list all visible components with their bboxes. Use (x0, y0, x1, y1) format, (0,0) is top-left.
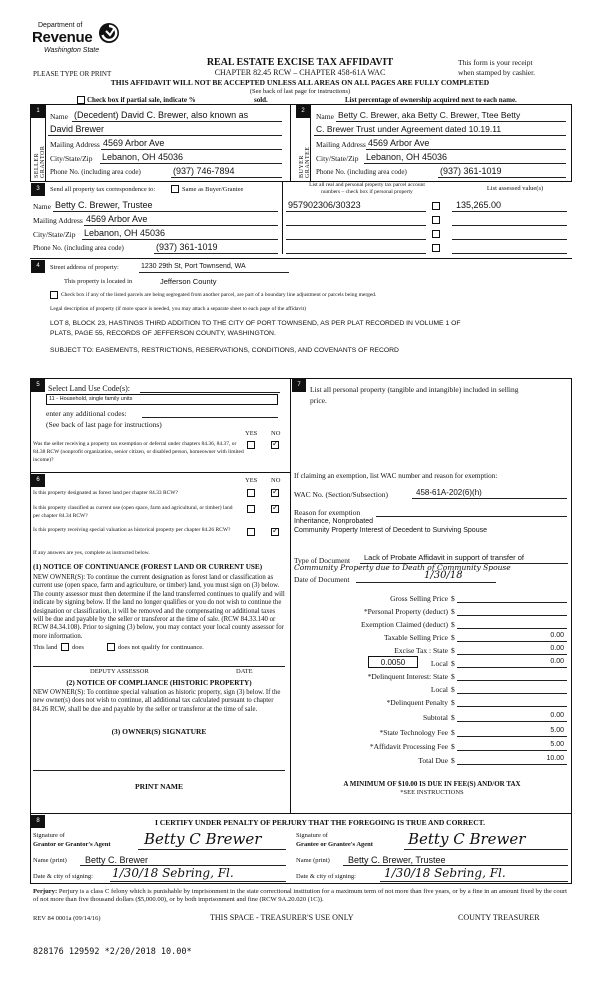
land-use-underline (140, 392, 280, 393)
grantor-sig-underline (138, 849, 286, 850)
street-underline (139, 272, 289, 273)
tax-row-value-subtotal: 0.00 (550, 712, 564, 719)
corr-phone-value: (937) 361-1019 (156, 242, 218, 252)
buyer-mailing-value: 4569 Arbor Ave (368, 138, 430, 148)
tax-row-value-total: 10.00 (546, 755, 564, 762)
parcel-2-personal-checkbox[interactable] (432, 216, 440, 224)
exemption-yes-checkbox[interactable] (247, 441, 255, 449)
tax-row-underline (457, 628, 567, 629)
seller-side-divider (45, 104, 46, 182)
buyer-mailing-underline (366, 149, 566, 150)
seller-city-underline (100, 163, 282, 164)
land-does-not-checkbox[interactable] (107, 643, 115, 651)
tax-row-label-subtotal-label: Subtotal (422, 713, 448, 722)
assessed-underline-4 (452, 253, 567, 254)
this-land-label: This land (33, 644, 58, 651)
corr-name-value: Betty C. Brewer, Trustee (55, 200, 153, 210)
tax-row-dollar: $ (451, 672, 455, 681)
parcel-header-2: numbers – check box if personal property (321, 189, 413, 195)
deputy-assessor-label: DEPUTY ASSESSOR (90, 668, 149, 675)
deputy-sig-line (33, 666, 285, 667)
tax-row-label-personal-label: *Personal Property (deduct) (363, 607, 448, 616)
sections-middle-divider (290, 378, 291, 814)
grantor-date-city-label: Date & city of signing: (33, 873, 93, 880)
same-as-buyer-checkbox[interactable] (171, 185, 179, 193)
land-use-label: Select Land Use Code(s): (48, 384, 130, 393)
legal-line-2: PLATS, PAGE 55, RECORDS OF JEFFERSON COUNTY, WASHINGTON. (50, 330, 276, 337)
tax-row-dollar: $ (451, 646, 455, 655)
form-title: REAL ESTATE EXCISE TAX AFFIDAVIT (206, 57, 394, 68)
tax-row-underline (457, 750, 567, 751)
tax-row-underline (457, 693, 567, 694)
forest-q1: Is this property designated as forest land per chapter 84.33 RCW? (33, 490, 178, 496)
buyer-city-value: Lebanon, OH 45036 (366, 152, 448, 162)
seller-phone-value: (937) 746-7894 (173, 166, 235, 176)
legal-line-1: LOT 8, BLOCK 23, HASTINGS THIRD ADDITION TO THE CITY OF PORT TOWNSEND, AS PER PLAT RECORDED IN VOLUME 1 OF (50, 320, 461, 327)
compliance-title: (2) NOTICE OF COMPLIANCE (HISTORIC PROPERTY) (66, 679, 252, 687)
tax-row-underline (457, 736, 567, 737)
tax-row-label-delinquent-pen-label: *Delinquent Penalty (386, 698, 448, 707)
reason-line-1: Inheritance, Nonprobated (294, 518, 373, 525)
section-4-rule (30, 258, 572, 259)
assessed-underline-2 (452, 225, 567, 226)
forest-q2: Is this property classified as current use (open space, farm and agricultural, or timber) land per chapter 84.34 RCW? (33, 505, 233, 519)
section-6-rule (30, 472, 290, 473)
tax-row-dollar: $ (451, 633, 455, 642)
exemption-question: Was the seller receiving a property tax exemption or deferral under chapters 84.36, 84.37, or 84.38 RCW (nonprofit organization, senior citizen, or disabled person, homeowner with limited income)? (33, 441, 244, 463)
reason-label: Reason for exemption (294, 508, 361, 517)
buyer-name-underline-2 (314, 135, 566, 136)
seller-vertical-label: SELLER GRANTOR (34, 145, 46, 178)
reason-underline (376, 516, 567, 517)
ownership-list-label: List percentage of ownership acquired next to each name. (345, 96, 517, 104)
buyer-name-line1: Betty C. Brewer, aka Betty C. Brewer, Ttee Betty (338, 110, 521, 120)
receipt-note-2: when stamped by cashier. (458, 68, 536, 77)
seller-phone-underline (171, 177, 282, 178)
continuance-body: NEW OWNER(S): To continue the current designation as forest land or classification as current use (open space, farm and agriculture, or timber) land, you must sign on (3) below. The county assessor must then determine if the land transferred continues to qualify and will indicate by signing below. If the land no longer qualifies or you do not wish to continue the designation or classification, it will be removed and the compensating or additional taxes will be due and payable by the seller or transferor at the time of sale. (RCW 84.33.140 or RCW 84.34.108). Prior to signing (3) below, you may contact your local county assessor for more information. (33, 574, 285, 640)
tax-row-underline (457, 680, 567, 681)
wac-value: 458-61A-202(6)(h) (416, 488, 482, 497)
buyer-name-label: Name (316, 112, 334, 121)
corr-name-underline (53, 211, 278, 212)
certify-title: I CERTIFY UNDER PENALTY OF PERJURY THAT THE FOREGOING IS TRUE AND CORRECT. (154, 818, 485, 827)
seller-mailing-label: Mailing Address (50, 140, 100, 149)
see-back-note: (See back of last page for instructions) (249, 88, 351, 95)
parcel-underline-4 (286, 253, 426, 254)
grantor-sig-label-2: Grantor or Grantor's Agent (33, 841, 111, 848)
partial-sale-label: Check box if partial sale, indicate % (87, 96, 196, 104)
corr-name-label: Name (33, 202, 51, 211)
forest-q3-no[interactable] (271, 528, 279, 536)
corr-phone-label: Phone No. (including area code) (33, 244, 124, 252)
parcel-header-1: List all real and personal property tax parcel account (309, 182, 425, 188)
parcel-number-value: 957902306/30323 (288, 200, 361, 210)
section-7-badge: 7 (292, 379, 306, 392)
buyer-mailing-label: Mailing Address (316, 140, 366, 149)
tax-row-dollar: $ (451, 698, 455, 707)
grantor-date-underline (110, 881, 286, 882)
grantee-sig-label-1: Signature of (296, 832, 328, 839)
land-use-see-back: (See back of last page for instructions) (46, 420, 162, 429)
tax-row-label-state-tech-label: *State Technology Fee (379, 728, 448, 737)
grantor-signature: Betty C Brewer (144, 830, 262, 848)
section-3-badge: 3 (31, 183, 45, 196)
buyer-name-line2: C. Brewer Trust under Agreement dated 10.19.11 (316, 124, 502, 134)
buyer-city-label: City/State/Zip (316, 154, 359, 163)
forest-q3-yes[interactable] (247, 528, 255, 536)
doc-type-label: Type of Document (294, 556, 351, 565)
minimum-due-line-2: *SEE INSTRUCTIONS (400, 789, 464, 796)
buyer-name-underline-1 (336, 121, 566, 122)
please-type-label: PLEASE TYPE OR PRINT (33, 70, 112, 78)
doc-date-label: Date of Document (294, 575, 350, 584)
parcel-underline-2 (286, 225, 426, 226)
section-1-badge: 1 (31, 105, 45, 118)
parcel-3-personal-checkbox[interactable] (432, 230, 440, 238)
deputy-date-label: DATE (236, 668, 253, 675)
tax-row-value-state-tech: 5.00 (550, 727, 564, 734)
forest-q1-no[interactable] (271, 489, 279, 497)
land-does-checkbox[interactable] (61, 643, 69, 651)
seller-name-underline-2 (48, 135, 282, 136)
land-does-not-label: does not qualify for continuance. (118, 644, 204, 651)
section-8-badge: 8 (31, 815, 45, 828)
section-5-badge: 5 (31, 379, 45, 392)
seller-buyer-divider (290, 104, 291, 182)
doc-type-line-1: Lack of Probate Affidavit in support of transfer of (364, 553, 524, 562)
minimum-due-line-1: A MINIMUM OF $10.00 IS DUE IN FEE(S) AND/OR TAX (343, 780, 521, 788)
tax-row-underline (457, 667, 567, 668)
tax-row-value-excise-state: 0.00 (550, 645, 564, 652)
forest-if-any: If any answers are yes, complete as instructed below. (33, 550, 150, 556)
tax-row-underline (457, 641, 567, 642)
county-value: Jefferson County (160, 277, 217, 286)
assessed-underline-3 (452, 239, 567, 240)
section-4-badge: 4 (31, 260, 45, 273)
land-use-select[interactable] (46, 394, 278, 405)
forest-q1-yes[interactable] (247, 489, 255, 497)
tax-row-dollar: $ (451, 594, 455, 603)
buyer-side-divider (310, 104, 311, 182)
local-rate-value: 0.0050 (380, 658, 406, 667)
corr-mailing-value: 4569 Arbor Ave (86, 214, 148, 224)
grantee-date-city-label: Date & city of signing: (296, 873, 356, 880)
grantee-sig-underline (404, 849, 568, 850)
tax-row-label-local2-label: Local (430, 685, 448, 694)
seller-mailing-underline (101, 149, 282, 150)
doc-date-underline (356, 582, 496, 583)
dept-of-label: Department of (38, 22, 83, 29)
grantor-sig-label-1: Signature of (33, 832, 65, 839)
grantee-date-city-value: 1/30/18 Sebring, Fl. (384, 866, 506, 880)
chapter-line: CHAPTER 82.45 RCW – CHAPTER 458-61A WAC (214, 68, 386, 77)
seller-phone-label: Phone No. (including area code) (50, 168, 141, 176)
grantee-name-label: Name (print) (296, 857, 330, 864)
compliance-body: NEW OWNER(S): To continue special valuation as historic property, sign (3) below. If the new owner(s) does not wish to continue, all additional tax calculated pursuant to chapter 84.26 RCW, shall be due and payable by the seller or transferor at the time of sale. (33, 689, 281, 713)
located-in-label: This property is located in (64, 278, 133, 285)
corr-mailing-underline (84, 225, 278, 226)
reason-line-2: Community Property Interest of Decedent to Surviving Spouse (294, 527, 487, 534)
tax-row-underline (457, 615, 567, 616)
wac-underline (412, 498, 567, 499)
grantor-name-label: Name (print) (33, 857, 67, 864)
print-name-label: PRINT NAME (135, 782, 183, 791)
additional-codes-label: enter any additional codes: (46, 409, 127, 418)
section-6-badge: 6 (31, 474, 45, 487)
doc-date-value: 1/30/18 (424, 570, 463, 581)
forest-yes-header: YES (245, 477, 258, 484)
additional-codes-underline (142, 417, 278, 418)
county-treasurer-label: COUNTY TREASURER (458, 913, 540, 922)
seller-name-line1: (Decedent) David C. Brewer, also known as (74, 110, 249, 120)
dor-logo (32, 20, 122, 64)
legal-line-3: SUBJECT TO: EASEMENTS, RESTRICTIONS, RESERVATIONS, CONDITIONS, AND COVENANTS OF RECORD (50, 347, 399, 354)
parcel-1-personal-checkbox[interactable] (432, 202, 440, 210)
sold-label: sold. (254, 96, 268, 104)
tax-row-dollar: $ (451, 659, 455, 668)
form-number: REV 84 0001a (09/14/16) (33, 915, 101, 922)
owner-signature-label: (3) OWNER(S) SIGNATURE (111, 727, 207, 736)
corr-phone-underline (154, 253, 278, 254)
tax-row-label-exemption-claimed-label: Exemption Claimed (deduct) (360, 620, 448, 629)
land-use-yes-header: YES (245, 430, 258, 437)
doc-type-line-2: Community Property due to Death of Community Spouse (294, 563, 511, 572)
tax-row-label-delinquent-int-label: *Delinquent Interest: State (367, 672, 448, 681)
tax-row-label-local-label: Local (430, 659, 448, 668)
personal-property-text-2: price. (310, 396, 327, 405)
exemption-claim-label: If claiming an exemption, list WAC number and reason for exemption: (294, 472, 498, 480)
tax-row-value-affidavit-fee: 5.00 (550, 741, 564, 748)
street-address-value: 1230 29th St, Port Townsend, WA (141, 263, 246, 270)
seller-name-line2: David Brewer (50, 124, 105, 134)
buyer-phone-value: (937) 361-1019 (440, 166, 502, 176)
tax-row-dollar: $ (451, 728, 455, 737)
seller-city-value: Lebanon, OH 45036 (102, 152, 184, 162)
forest-q2-yes[interactable] (247, 505, 255, 513)
buyer-phone-underline (438, 177, 566, 178)
parcel-underline-1 (286, 211, 426, 212)
forest-q3: Is this property receiving special valuation as historical property per chapter 84.26 RCW? (33, 527, 231, 533)
tax-row-dollar: $ (451, 713, 455, 722)
wac-label: WAC No. (Section/Subsection) (294, 490, 388, 499)
assessed-value-header: List assessed value(s) (486, 185, 544, 192)
corr-city-label: City/State/Zip (33, 230, 76, 239)
tax-row-label-gross-label: Gross Selling Price (390, 594, 448, 603)
tax-row-underline (457, 764, 567, 765)
land-does-label: does (72, 644, 84, 651)
assessed-underline-1 (452, 211, 567, 212)
seller-name-underline-1 (72, 121, 282, 122)
tax-row-label-taxable-label: Taxable Selling Price (383, 633, 448, 642)
washington-state-label: Washington State (44, 47, 100, 54)
perjury-text: Perjury is a class C felony which is punishable by imprisonment in the state correctional institution for a maximum term of not more than five years, or by a fine in an amount fixed by the court of not more than five thousand dollars ($5,000.00), or by both imprisonment and fine (RCW 9A.20.020 (1C)). (33, 888, 567, 904)
tax-row-value-local: 0.00 (550, 658, 564, 665)
forest-q2-no[interactable] (271, 505, 279, 513)
buyer-phone-label: Phone No. (including area code) (316, 168, 407, 176)
cashier-stamp: 828176 129592 *2/20/2018 10.00* (33, 947, 192, 957)
not-accepted-notice: THIS AFFIDAVIT WILL NOT BE ACCEPTED UNLESS ALL AREAS ON ALL PAGES ARE FULLY COMPLETED (110, 78, 490, 87)
parcel-4-personal-checkbox[interactable] (432, 244, 440, 252)
seller-name-label: Name (50, 112, 68, 121)
tax-row-underline (457, 602, 567, 603)
buyer-vertical-label: BUYER GRANTEE (299, 146, 311, 178)
tax-row-dollar: $ (451, 756, 455, 765)
grantee-name-value: Betty C. Brewer, Trustee (348, 855, 446, 865)
same-as-buyer-label: Same as Buyer/Grantee (182, 186, 244, 193)
partial-sale-checkbox[interactable] (77, 96, 85, 104)
perjury-bold-label: Perjury: (33, 888, 58, 895)
tax-row-label-excise-state-label: Excise Tax : State (394, 646, 448, 655)
personal-property-text-1: List all personal property (tangible and intangible) included in selling (310, 385, 519, 394)
tax-row-label-affidavit-fee-label: *Affidavit Processing Fee (369, 742, 448, 751)
corr-city-underline (82, 239, 278, 240)
dor-logo-icon (98, 22, 120, 44)
assessed-value-value: 135,265.00 (456, 200, 502, 210)
grantee-signature: Betty C Brewer (408, 830, 526, 848)
land-use-code-value: 11 - Household, single family units (49, 396, 133, 402)
receipt-note-1: This form is your receipt (458, 58, 533, 67)
tax-row-dollar: $ (451, 607, 455, 616)
tax-row-underline (457, 654, 567, 655)
segregated-label: Check box if any of the listed parcels are being segregated from another parcel, are part of a boundary line adjustment or parcels being merged. (61, 292, 377, 298)
seller-city-label: City/State/Zip (50, 154, 93, 163)
land-use-no-header: NO (271, 430, 281, 437)
perjury-notice (33, 888, 571, 904)
grantor-name-value: Betty C. Brewer (85, 855, 149, 865)
corr-mailing-label: Mailing Address (33, 216, 83, 225)
legal-description-label: Legal description of property (if more space is needed, you may attach a separate sheet to each page of the affidavit) (50, 306, 306, 312)
tax-row-underline (457, 721, 567, 722)
send-correspondence-label: Send all property tax correspondence to: (50, 186, 156, 193)
treasurer-space-label: THIS SPACE - TREASURER'S USE ONLY (210, 913, 354, 922)
corr-city-value: Lebanon, OH 45036 (84, 228, 166, 238)
forest-no-header: NO (271, 477, 281, 484)
tax-row-dollar: $ (451, 742, 455, 751)
tax-row-label-total-label: Total Due (418, 756, 448, 765)
continuance-title: (1) NOTICE OF CONTINUANCE (FOREST LAND OR CURRENT USE) (33, 563, 263, 571)
segregated-checkbox[interactable] (50, 291, 58, 299)
grantee-date-underline (380, 881, 568, 882)
local-rate-box (368, 656, 418, 668)
tax-row-value-taxable: 0.00 (550, 632, 564, 639)
buyer-city-underline (364, 163, 566, 164)
owner-sig-line (33, 770, 285, 771)
street-address-label: Street address of property: (50, 264, 119, 271)
tax-row-dollar: $ (451, 620, 455, 629)
tax-row-underline (457, 706, 567, 707)
tax-row-dollar: $ (451, 685, 455, 694)
parcel-underline-3 (286, 239, 426, 240)
exemption-no-checkbox[interactable] (271, 441, 279, 449)
seller-mailing-value: 4569 Arbor Ave (103, 138, 165, 148)
section-2-badge: 2 (296, 105, 310, 118)
grantor-date-city-value: 1/30/18 Sebring, Fl. (112, 866, 234, 880)
grantee-sig-label-2: Grantee or Grantee's Agent (296, 841, 373, 848)
revenue-label: Revenue (32, 29, 93, 46)
